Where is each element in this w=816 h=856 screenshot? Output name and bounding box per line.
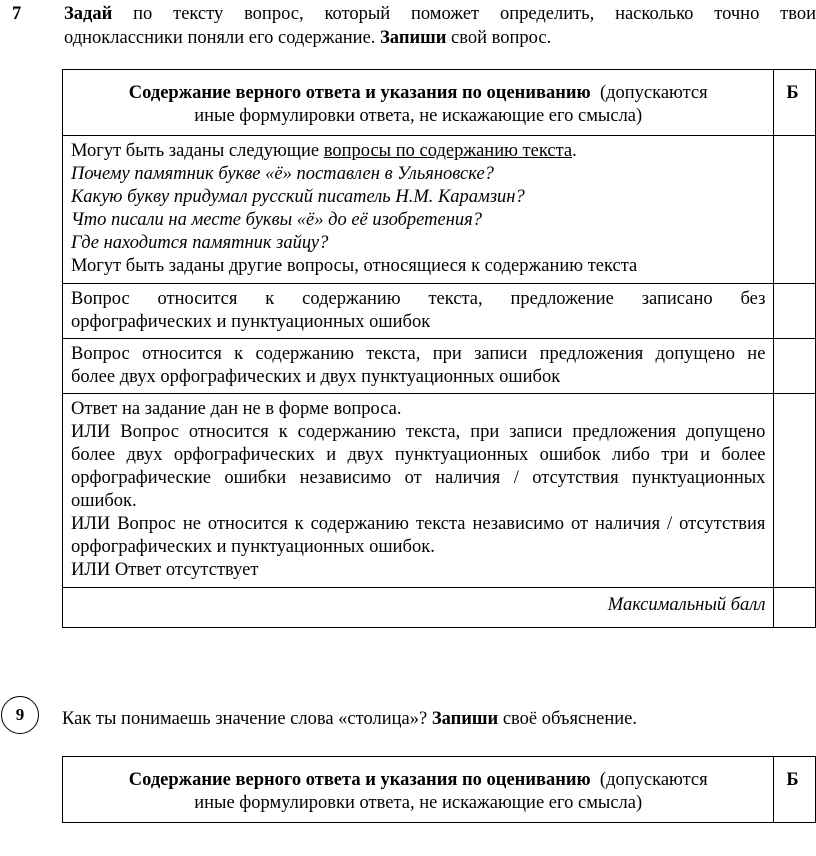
table-row <box>63 136 816 284</box>
row-4-line-8: ИЛИ Ответ отсутствует <box>71 560 259 580</box>
table-row <box>63 394 816 588</box>
task-7-line-2-text: одноклассники поняли его содержание. <box>64 28 381 48</box>
task-7-text <box>64 2 816 50</box>
example-question-2: Какую букву придумал русский писатель Н.М. Карамзин? <box>71 187 525 207</box>
row-4-line-2: ИЛИ Вопрос относится к содержанию текста, при записи предложения допущено <box>71 422 766 442</box>
row-1-intro-text: Могут быть заданы следующие <box>71 141 324 161</box>
table-row <box>63 284 816 339</box>
task-9-write-bold: Запиши <box>431 709 499 729</box>
task-7-line-1 <box>64 2 816 26</box>
task-9-text-rest: своё объяснение. <box>498 709 637 729</box>
header-line-2: иные формулировки ответа, не искажающие его смысла) <box>194 106 643 126</box>
task-9-number-circle: 9 <box>1 696 39 734</box>
example-question-3: Что писали на месте буквы «ё» до её изобретения? <box>71 210 482 230</box>
table-header-cell <box>63 70 774 136</box>
table-header-row <box>63 757 816 823</box>
table-header-cell <box>63 757 774 823</box>
row-3-line-1: Вопрос относится к содержанию текста, при записи предложения допущено не <box>71 344 766 364</box>
row-2-line-1: Вопрос относится к содержанию текста, предложение записано без <box>71 289 766 309</box>
row-3-line-2: более двух орфографических и двух пунктуационных ошибок <box>71 367 561 387</box>
task-7-line-2 <box>64 26 816 50</box>
row-1-outro: Могут быть заданы другие вопросы, относящиеся к содержанию текста <box>71 256 638 276</box>
row-4-line-7: орфографических и пунктуационных ошибок. <box>71 537 435 557</box>
max-score-label-cell <box>63 588 774 628</box>
header-line-2: иные формулировки ответа, не искажающие его смысла) <box>194 793 643 813</box>
task-9-text-main: Как ты понимаешь значение слова «столица»? <box>62 709 432 729</box>
task-9-criteria-table <box>62 756 816 823</box>
row-4-line-3: более двух орфографических и двух пунктуационных ошибок либо три и более <box>71 445 766 465</box>
row-1-intro <box>71 140 765 163</box>
table-header-row <box>63 70 816 136</box>
task-7-line-1-rest: по тексту вопрос, который поможет определить, насколько точно твои <box>112 4 816 24</box>
row-2-line-2: орфографических и пунктуационных ошибок <box>71 312 431 332</box>
score-cell-row-2 <box>774 284 816 339</box>
table-row <box>63 339 816 394</box>
score-cell-row-3 <box>774 339 816 394</box>
row-1-intro-underlined: вопросы по содержанию текста <box>323 141 573 161</box>
task-7-line-2-rest: свой вопрос. <box>446 28 552 48</box>
score-cell-row-1 <box>774 136 816 284</box>
score-cell-row-4 <box>774 394 816 588</box>
task-7-verb-bold: Задай <box>64 4 113 24</box>
task-9-text <box>62 707 637 731</box>
header-bold: Содержание верного ответа и указания по оцениванию <box>128 770 591 790</box>
table-header-score-cell: Б <box>774 70 816 136</box>
header-line-1 <box>71 769 765 792</box>
task-7-criteria-table <box>62 69 816 628</box>
row-4-line-6: ИЛИ Вопрос не относится к содержанию текста независимо от наличия / отсутствия <box>71 514 766 534</box>
criteria-cell-row-1 <box>63 136 774 284</box>
row-4-line-5: ошибок. <box>71 491 137 511</box>
max-score-value-cell <box>774 588 816 628</box>
criteria-cell-row-2 <box>63 284 774 339</box>
example-question-4: Где находится памятник зайцу? <box>71 233 329 253</box>
task-7-number: 7 <box>12 4 22 24</box>
row-4-line-1: Ответ на задание дан не в форме вопроса. <box>71 399 402 419</box>
task-7-write-bold: Запиши <box>380 28 447 48</box>
row-4-line-4: орфографические ошибки независимо от наличия / отсутствия пунктуационных <box>71 468 766 488</box>
table-row <box>63 588 816 628</box>
row-1-intro-end: . <box>572 141 577 161</box>
max-score-label: Максимальный балл <box>607 595 766 615</box>
criteria-cell-row-3 <box>63 339 774 394</box>
header-rest: (допускаются <box>599 770 708 790</box>
header-line-1 <box>71 82 765 105</box>
header-rest: (допускаются <box>599 83 708 103</box>
header-bold: Содержание верного ответа и указания по оцениванию <box>128 83 591 103</box>
table-header-score-cell: Б <box>774 757 816 823</box>
example-question-1: Почему памятник букве «ё» поставлен в Ульяновске? <box>71 164 494 184</box>
criteria-cell-row-4 <box>63 394 774 588</box>
